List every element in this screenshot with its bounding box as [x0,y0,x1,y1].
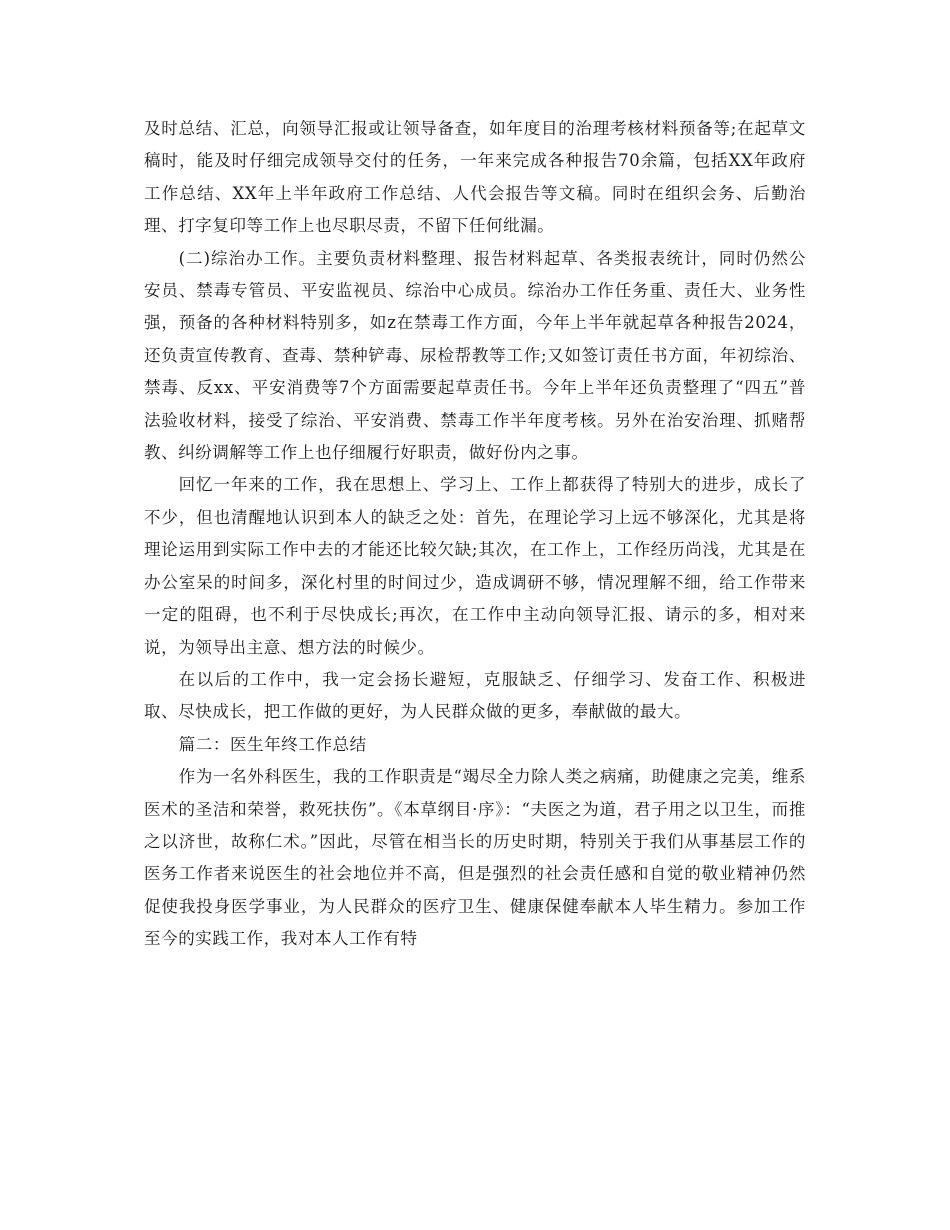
paragraph-office-work: 及时总结、汇总，向领导汇报或让领导备查，如年度目的治理考核材料预备等;在起草文稿时，能及时仔细完成领导交付的任务，一年来完成各种报告70余篇，包括XX年政府工作总结、XX年上半年政府工作总结、人代会报告等文稿。同时在组织会务、后勤治理、打字复印等工作上也尽职尽责，不留下任何纰漏。 [144,119,806,236]
document-page [144,113,806,956]
section-heading: 篇二：医生年终工作总结 [178,734,367,754]
paragraph-reflection: 回忆一年来的工作，我在思想上、学习上、工作上都获得了特别大的进步，成长了不少，但也清醒地认识到本人的缺乏之处：首先，在理论学习上远不够深化，尤其是将理论运用到实际工作中去的才能还比较欠缺;其次，在工作上，工作经历尚浅，尤其是在办公室呆的时间多，深化村里的时间过少，造成调研不够，情况理解不细，给工作带来一定的阻碍，也不利于尽快成长;再次，在工作中主动向领导汇报、请示的多，相对来说，为领导出主意、想方法的时候少。 [144,475,806,657]
paragraph-future-plan: 在以后的工作中，我一定会扬长避短，克服缺乏、仔细学习、发奋工作、积极进取、尽快成长，把工作做的更好，为人民群众做的更多，奉献做的最大。 [144,669,806,722]
paragraph-comprehensive-office: (二)综治办工作。主要负责材料整理、报告材料起草、各类报表统计，同时仍然公安员、禁毒专管员、平安监视员、综治中心成员。综治办工作任务重、责任大、业务性强，预备的各种材料特别多，如z在禁毒工作方面，今年上半年就起草各种报告2024，还负责宣传教育、查毒、禁种铲毒、尿检帮教等工作;又如签订责任书方面，年初综治、禁毒、反xx、平安消费等7个方面需要起草责任书。今年上半年还负责整理了“四五”普法验收材料，接受了综治、平安消费、禁毒工作半年度考核。另外在治安治理、抓赌帮教、纠纷调解等工作上也仔细履行好职责，做好份内之事。 [144,248,806,463]
paragraph-doctor-summary: 作为一名外科医生，我的工作职责是“竭尽全力除人类之病痛，助健康之完美，维系医术的圣洁和荣誉，救死扶伤”。《本草纲目·序》：“夫医之为道，君子用之以卫生，而推之以济世，故称仁术。”因此，尽管在相当长的历史时期，特别关于我们从事基层工作的医务工作者来说医生的社会地位并不高，但是强烈的社会责任感和自觉的敬业精神仍然促使我投身医学事业，为人民群众的医疗卫生、健康保健奉献本人毕生精力。参加工作至今的实践工作，我对本人工作有特 [144,767,806,949]
